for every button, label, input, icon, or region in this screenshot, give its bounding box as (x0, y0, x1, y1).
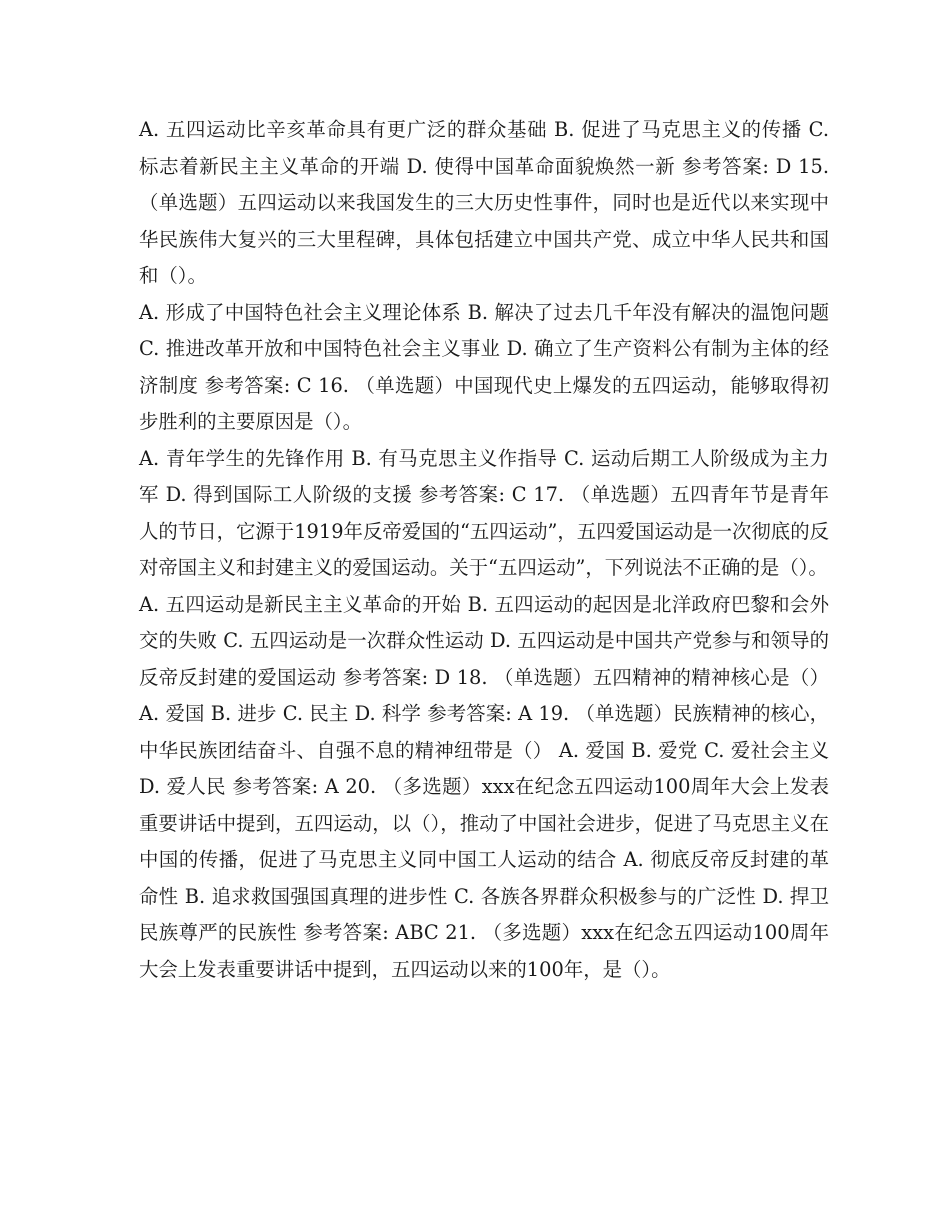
question-paragraph-1: A. 五四运动比辛亥革命具有更广泛的群众基础 B. 促进了马克思主义的传播 C. 标志着新民主主义革命的开端 D. 使得中国革命面貌焕然一新 参考答案: D 15. （单选题）五四运动以来我国发生的三大历史性事件，同时也是近代以来实现中华民族伟大复兴的三大里程碑，具体包括建立中国共产党、成立中华人民共和国和（）。 (139, 118, 829, 287)
question-paragraph-4: A. 五四运动是新民主主义革命的开始 B. 五四运动的起因是北洋政府巴黎和会外交的失败 C. 五四运动是一次群众性运动 D. 五四运动是中国共产党参与和领导的反帝反封建的爱国运动 参考答案: D 18. （单选题）五四精神的精神核心是（） A. 爱国 B. 进步 C. 民主 D. 科学 参考答案: A 19. （单选题）民族精神的核心，中华民族团结奋斗、自强不息的精神纽带是（） A. 爱国 B. 爱党 C. 爱社会主义 D. 爱人民 参考答案: A 20. （多选题）xxx在纪念五四运动100周年大会上发表重要讲话中提到，五四运动，以（），推动了中国社会进步，促进了马克思主义在中国的传播，促进了马克思主义同中国工人运动的结合 A. 彻底反帝反封建的革命性 B. 追求救国强国真理的进步性 C. 各族各界群众积极参与的广泛性 D. 捍卫民族尊严的民族性 参考答案: ABC 21. （多选题）xxx在纪念五四运动100周年大会上发表重要讲话中提到，五四运动以来的100年，是（）。 (139, 592, 829, 981)
question-paragraph-3: A. 青年学生的先锋作用 B. 有马克思主义作指导 C. 运动后期工人阶级成为主力军 D. 得到国际工人阶级的支援 参考答案: C 17. （单选题）五四青年节是青年人的节日，它源于1919年反帝爱国的“五四运动”，五四爱国运动是一次彻底的反对帝国主义和封建主义的爱国运动。关于“五四运动”，下列说法不正确的是（）。 (139, 446, 829, 579)
document-body (139, 112, 829, 988)
question-paragraph-2: A. 形成了中国特色社会主义理论体系 B. 解决了过去几千年没有解决的温饱问题 C. 推进改革开放和中国特色社会主义事业 D. 确立了生产资料公有制为主体的经济制度 参考答案: C 16. （单选题）中国现代史上爆发的五四运动，能够取得初步胜利的主要原因是（）。 (139, 300, 829, 433)
